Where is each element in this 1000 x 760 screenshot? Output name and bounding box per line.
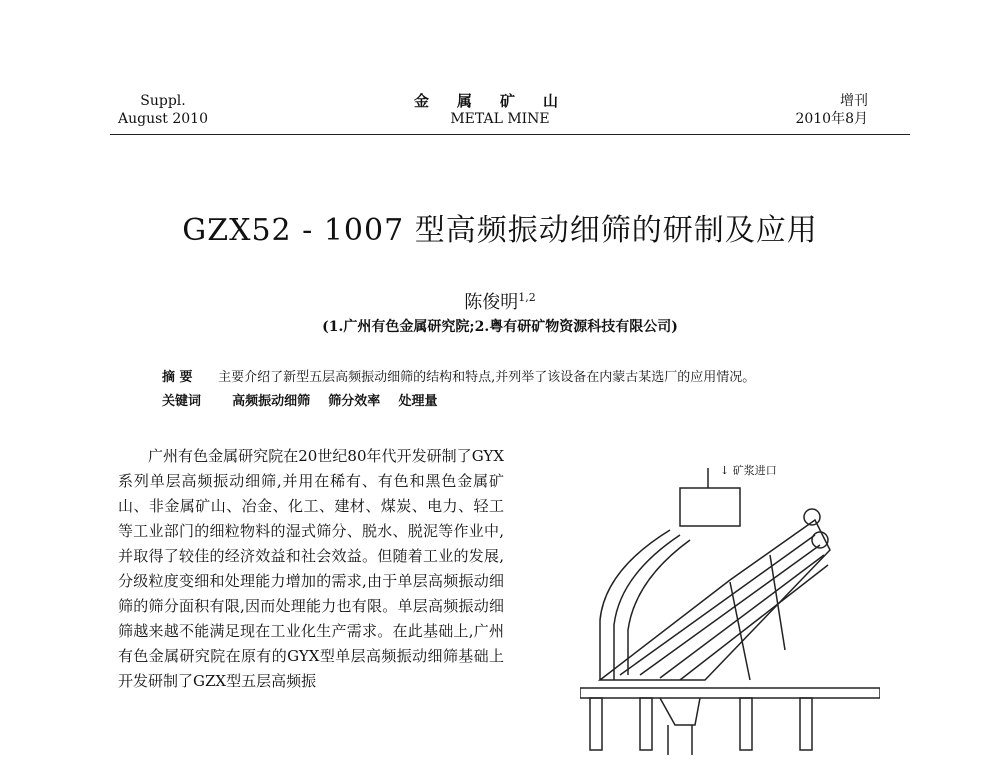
keywords — [162, 390, 882, 414]
figure-label-text: 矿浆进口 — [732, 464, 777, 477]
abstract-text: 主要介绍了新型五层高频振动细筛的结构和特点,并列举了该设备在内蒙古某选厂的应用情况。 — [218, 370, 756, 385]
paper-title: GZX52 - 1007 型高频振动细筛的研制及应用 — [182, 213, 818, 248]
keyword: 处理量 — [398, 394, 438, 409]
screen-diagram — [580, 450, 880, 760]
header-center — [400, 92, 600, 128]
abstract-block — [162, 366, 882, 414]
body-column — [118, 444, 504, 694]
author-marks: 1,2 — [518, 291, 536, 304]
header-left — [118, 92, 208, 128]
base-frame — [580, 688, 880, 698]
keywords-label: 关键词 — [162, 394, 202, 409]
header-right — [768, 92, 868, 128]
header-suppl: Suppl. — [140, 93, 186, 109]
author-name: 陈俊明 — [464, 292, 519, 313]
abstract-label: 摘 要 — [162, 370, 193, 385]
affiliation: (1.广州有色金属研究院;2.粤有研矿物资源科技有限公司) — [322, 319, 678, 335]
header-date-cn: 2010年8月 — [795, 111, 868, 127]
feed-box — [680, 488, 740, 526]
keyword: 高频振动细筛 — [232, 394, 311, 409]
body-paragraph: 广州有色金属研究院在20世纪80年代开发研制了GYX系列单层高频振动细筛,并用在稀有、有色和黑色金属矿山、非金属矿山、冶金、化工、建材、煤炭、电力、轻工等工业部门的细粒物料的湿式筛分、脱水、脱泥等作业中,并取得了较佳的经济效益和社会效益。但随着工业的发展,分级粒度变细和处理能力增加的需求,由于单层高频振动细筛的筛分面积有限,因而处理能力也有限。单层高频振动细筛越来越不能满足现在工业化生产需求。在此基础上,广州有色金属研究院在原有的GYX型单层高频振动细筛基础上开发研制了GZX型五层高频振 — [118, 447, 504, 690]
header-date-en: August 2010 — [118, 111, 208, 127]
screen-deck — [600, 520, 830, 680]
discharge-hopper — [660, 698, 700, 725]
author — [0, 288, 1000, 314]
keyword: 筛分效率 — [328, 394, 381, 409]
header-issue-cn: 增刊 — [840, 93, 868, 109]
journal-name-cn: 金属矿山 — [413, 92, 586, 110]
journal-name-en: METAL MINE — [450, 111, 550, 127]
header-rule — [110, 134, 910, 135]
figure-label: ↓ 矿浆进口 — [720, 464, 777, 477]
